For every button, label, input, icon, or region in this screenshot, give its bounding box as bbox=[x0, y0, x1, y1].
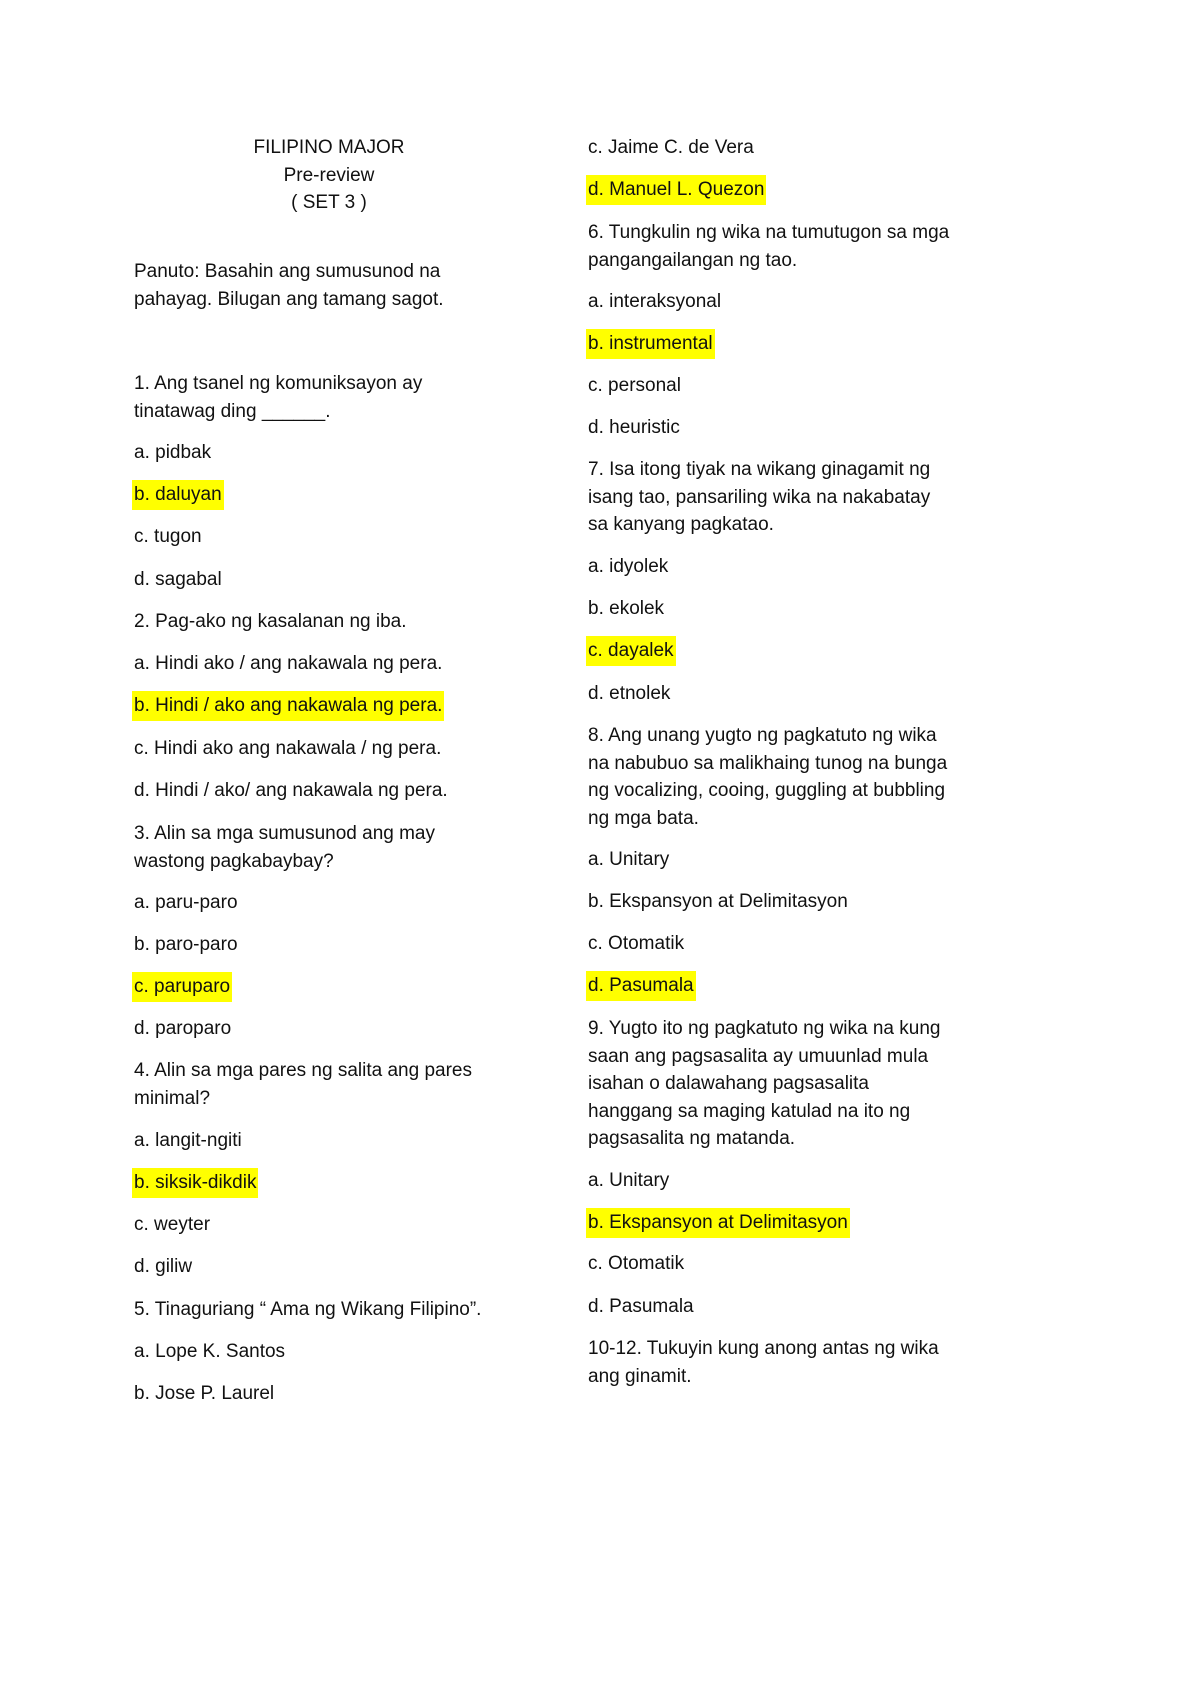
text-line: isahan o dalawahang pagsasalita bbox=[588, 1073, 869, 1094]
text-line: 1. Ang tsanel ng komuniksayon ay bbox=[134, 373, 423, 394]
option-text: a. Unitary bbox=[588, 849, 670, 870]
instructions bbox=[134, 258, 444, 313]
option-text: b. Jose P. Laurel bbox=[134, 1383, 275, 1404]
answer-option bbox=[134, 523, 202, 551]
text-line: minimal? bbox=[134, 1087, 211, 1109]
text-line: 4. Alin sa mga pares ng salita ang pares bbox=[134, 1060, 472, 1081]
text-line: tinatawag ding ______. bbox=[134, 400, 331, 422]
question bbox=[134, 820, 435, 875]
answer-option bbox=[588, 846, 669, 874]
option-text: d. Manuel L. Quezon bbox=[586, 175, 766, 205]
text-line: 7. Isa itong tiyak na wikang ginagamit ng bbox=[588, 459, 931, 480]
text-line: pahayag. Bilugan ang tamang sagot. bbox=[134, 288, 444, 310]
text-line: 9. Yugto ito ng pagkatuto ng wika na kung bbox=[588, 1018, 941, 1039]
option-text: b. daluyan bbox=[132, 480, 224, 510]
answer-option bbox=[134, 1015, 231, 1043]
question bbox=[134, 608, 407, 636]
question bbox=[588, 456, 930, 539]
option-text: c. Otomatik bbox=[588, 933, 685, 954]
answer-option bbox=[134, 650, 442, 678]
option-text: d. giliw bbox=[134, 1256, 193, 1277]
option-text: d. Pasumala bbox=[586, 971, 696, 1001]
answer-option bbox=[588, 288, 721, 316]
text-line: isang tao, pansariling wika na nakabatay bbox=[588, 486, 931, 508]
option-text: b. instrumental bbox=[586, 329, 715, 359]
answer-option bbox=[588, 595, 664, 623]
option-text: c. Hindi ako ang nakawala / ng pera. bbox=[134, 738, 442, 759]
option-text: a. Unitary bbox=[588, 1170, 670, 1191]
text-line: ang ginamit. bbox=[588, 1365, 692, 1387]
question bbox=[588, 1015, 940, 1153]
text-line: ng mga bata. bbox=[588, 807, 699, 829]
answer-option-correct bbox=[588, 1209, 850, 1237]
text-line: pangangailangan ng tao. bbox=[588, 249, 798, 271]
option-text: c. tugon bbox=[134, 526, 202, 547]
answer-option bbox=[134, 777, 448, 805]
option-text: d. etnolek bbox=[588, 683, 671, 704]
option-text: c. weyter bbox=[134, 1214, 211, 1235]
text-line: na nabubuo sa malikhaing tunog na bunga bbox=[588, 752, 948, 774]
answer-option-correct bbox=[134, 1169, 258, 1197]
text-line: Panuto: Basahin ang sumusunod na bbox=[134, 261, 441, 282]
text-line: 3. Alin sa mga sumusunod ang may bbox=[134, 823, 436, 844]
option-text: c. Otomatik bbox=[588, 1253, 685, 1274]
option-text: a. langit-ngiti bbox=[134, 1130, 242, 1151]
answer-option bbox=[588, 680, 670, 708]
answer-option bbox=[588, 372, 681, 400]
answer-option bbox=[134, 1253, 192, 1281]
option-text: a. pidbak bbox=[134, 442, 212, 463]
question bbox=[134, 1057, 472, 1112]
answer-option bbox=[134, 735, 441, 763]
option-text: d. Hindi / ako/ ang nakawala ng pera. bbox=[134, 780, 448, 801]
option-text: c. paruparo bbox=[132, 972, 232, 1002]
question bbox=[588, 1335, 939, 1390]
answer-option bbox=[588, 930, 684, 958]
option-text: a. Hindi ako / ang nakawala ng pera. bbox=[134, 653, 443, 674]
text-line: 5. Tinaguriang “ Ama ng Wikang Filipino”. bbox=[134, 1299, 482, 1320]
answer-option bbox=[588, 888, 848, 916]
option-text: a. interaksyonal bbox=[588, 291, 722, 312]
option-text: d. paroparo bbox=[134, 1018, 232, 1039]
text-line: 10-12. Tukuyin kung anong antas ng wika bbox=[588, 1338, 939, 1359]
option-text: c. Jaime C. de Vera bbox=[588, 137, 754, 158]
question bbox=[134, 1296, 481, 1324]
answer-option bbox=[588, 1250, 684, 1278]
text-line: saan ang pagsasalita ay umuunlad mula bbox=[588, 1045, 929, 1067]
answer-option-correct bbox=[134, 692, 444, 720]
answer-option bbox=[134, 1211, 210, 1239]
option-text: b. Ekspansyon at Delimitasyon bbox=[588, 891, 848, 912]
text-line: sa kanyang pagkatao. bbox=[588, 514, 774, 535]
answer-option bbox=[134, 1127, 242, 1155]
option-text: c. personal bbox=[588, 375, 681, 396]
text-line: 8. Ang unang yugto ng pagkatuto ng wika bbox=[588, 725, 937, 746]
document-title bbox=[134, 134, 524, 217]
option-text: a. idyolek bbox=[588, 556, 669, 577]
answer-option bbox=[134, 1380, 274, 1408]
option-text: b. Hindi / ako ang nakawala ng pera. bbox=[132, 691, 444, 721]
option-text: d. heuristic bbox=[588, 417, 680, 438]
answer-option bbox=[134, 439, 211, 467]
option-text: c. dayalek bbox=[586, 636, 676, 666]
option-text: a. Lope K. Santos bbox=[134, 1341, 286, 1362]
question bbox=[588, 722, 947, 832]
text-line: wastong pagkabaybay? bbox=[134, 850, 334, 872]
answer-option-correct bbox=[588, 330, 715, 358]
answer-option bbox=[134, 566, 222, 594]
answer-option bbox=[588, 134, 754, 162]
answer-option-correct bbox=[134, 973, 232, 1001]
set-label: ( SET 3 ) bbox=[291, 192, 367, 213]
option-text: b. paro-paro bbox=[134, 934, 238, 955]
answer-option bbox=[134, 1338, 285, 1366]
option-text: d. sagabal bbox=[134, 569, 222, 590]
answer-option bbox=[134, 889, 238, 917]
text-line: ng vocalizing, cooing, guggling at bubbling bbox=[588, 780, 946, 801]
text-line: hanggang sa maging katulad na ito ng bbox=[588, 1100, 911, 1122]
title-text: FILIPINO MAJOR bbox=[253, 137, 405, 158]
answer-option-correct bbox=[588, 176, 766, 204]
text-line: 2. Pag-ako ng kasalanan ng iba. bbox=[134, 611, 407, 632]
option-text: b. Ekspansyon at Delimitasyon bbox=[586, 1208, 850, 1238]
text-line: pagsasalita ng matanda. bbox=[588, 1128, 796, 1149]
option-text: b. siksik-dikdik bbox=[132, 1168, 258, 1198]
option-text: d. Pasumala bbox=[588, 1296, 694, 1317]
answer-option-correct bbox=[588, 637, 676, 665]
answer-option bbox=[588, 414, 680, 442]
question bbox=[588, 219, 949, 274]
answer-option bbox=[588, 1167, 669, 1195]
option-text: b. ekolek bbox=[588, 598, 665, 619]
answer-option-correct bbox=[134, 481, 224, 509]
answer-option bbox=[134, 931, 238, 959]
question bbox=[134, 370, 422, 425]
option-text: a. paru-paro bbox=[134, 892, 238, 913]
subtitle-text: Pre-review bbox=[283, 164, 375, 186]
answer-option bbox=[588, 553, 668, 581]
answer-option bbox=[588, 1293, 694, 1321]
text-line: 6. Tungkulin ng wika na tumutugon sa mga bbox=[588, 222, 950, 243]
answer-option-correct bbox=[588, 972, 696, 1000]
